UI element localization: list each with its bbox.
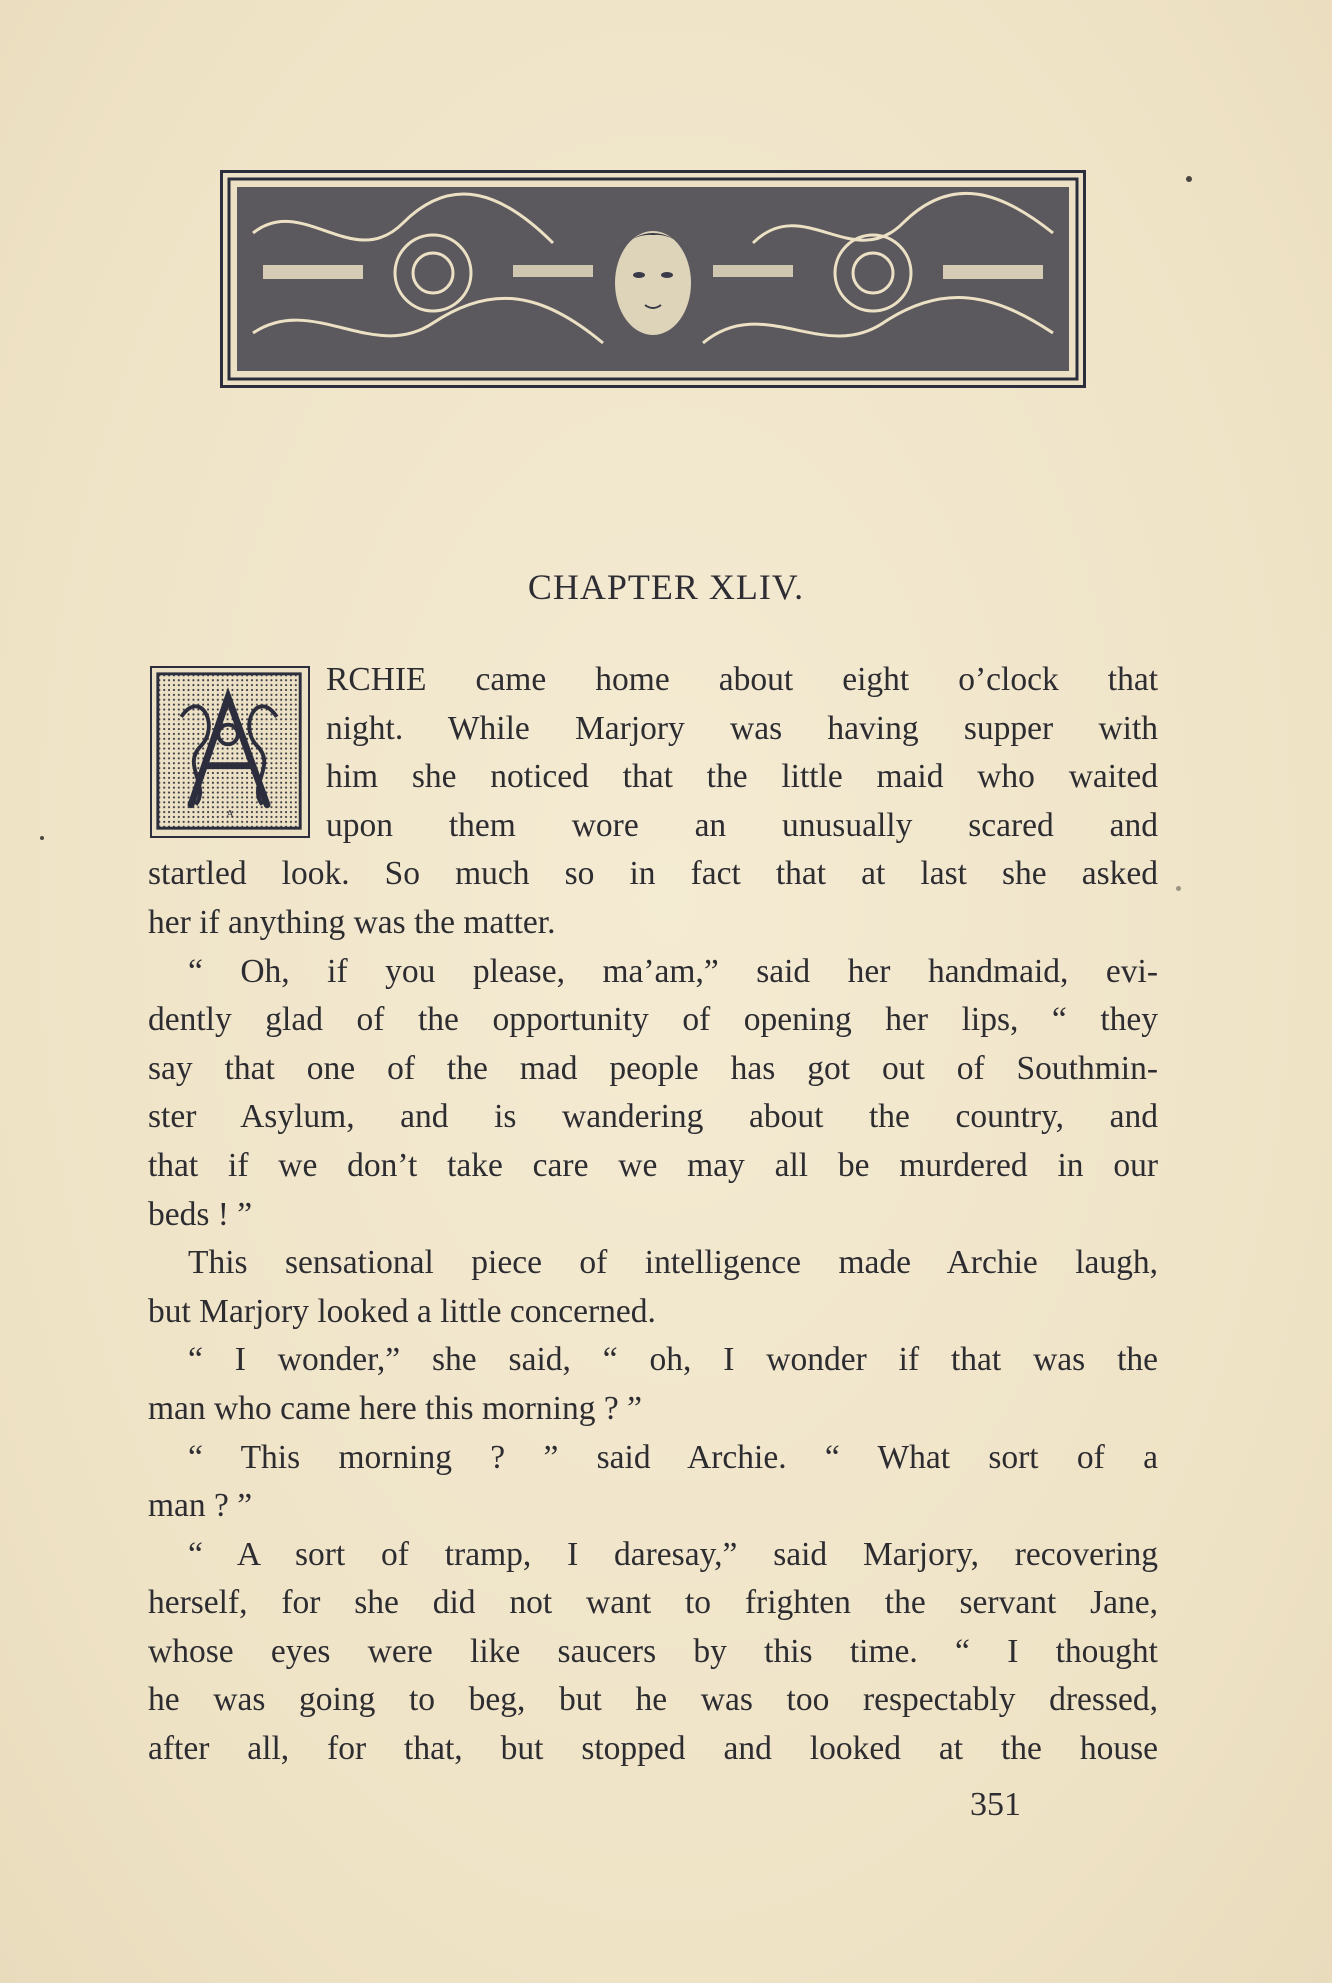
text-line: startled look. So much so in fact that at last she asked — [148, 855, 1158, 893]
text-line: beds ! ” — [148, 1195, 253, 1233]
text-line: “ A sort of tramp, I daresay,” said Marjory, recovering — [188, 1535, 1158, 1573]
text-line: say that one of the mad people has got out of Southmin- — [148, 1049, 1158, 1087]
text-line: upon them wore an unusually scared and — [326, 806, 1158, 844]
ink-speck — [40, 836, 44, 840]
text-line: herself, for she did not want to frighten the servant Jane, — [148, 1584, 1158, 1622]
text-line: This sensational piece of intelligence made Archie laugh, — [188, 1244, 1158, 1282]
text-line: ster Asylum, and is wandering about the country, and — [148, 1098, 1158, 1136]
chapter-heading: CHAPTER XLIV. — [527, 567, 805, 607]
text-line: RCHIE came home about eight o’clock that — [326, 661, 1158, 698]
page-number: 351 — [970, 1786, 1021, 1823]
text-line: that if we don’t take care we may all be murdered in our — [148, 1146, 1158, 1184]
ink-speck — [1186, 176, 1192, 182]
chapter-body — [148, 656, 1158, 1774]
headpiece-ornament-icon — [223, 173, 1083, 385]
text-line: her if anything was the matter. — [148, 903, 556, 941]
text-line: man ? ” — [148, 1487, 253, 1525]
text-line: “ This morning ? ” said Archie. “ What sort of a — [188, 1438, 1158, 1476]
text-line: after all, for that, but stopped and looked at the house — [148, 1730, 1158, 1768]
ornamental-headpiece — [220, 170, 1086, 388]
text-line: whose eyes were like saucers by this time. “ I thought — [148, 1632, 1158, 1670]
text-line: man who came here this morning ? ” — [148, 1389, 642, 1427]
ink-speck — [1176, 886, 1181, 891]
text-line: but Marjory looked a little concerned. — [148, 1292, 656, 1330]
dropcap-letter: A — [226, 808, 234, 820]
text-line: he was going to beg, but he was too respectably dressed, — [148, 1681, 1158, 1719]
text-line: “ Oh, if you please, ma’am,” said her handmaid, evi- — [188, 952, 1158, 990]
text-line: night. While Marjory was having supper with — [326, 709, 1158, 747]
text-line: him she noticed that the little maid who waited — [326, 758, 1158, 796]
text-line: “ I wonder,” she said, “ oh, I wonder if that was the — [188, 1341, 1158, 1379]
text-line: dently glad of the opportunity of opening her lips, “ they — [148, 1001, 1158, 1039]
